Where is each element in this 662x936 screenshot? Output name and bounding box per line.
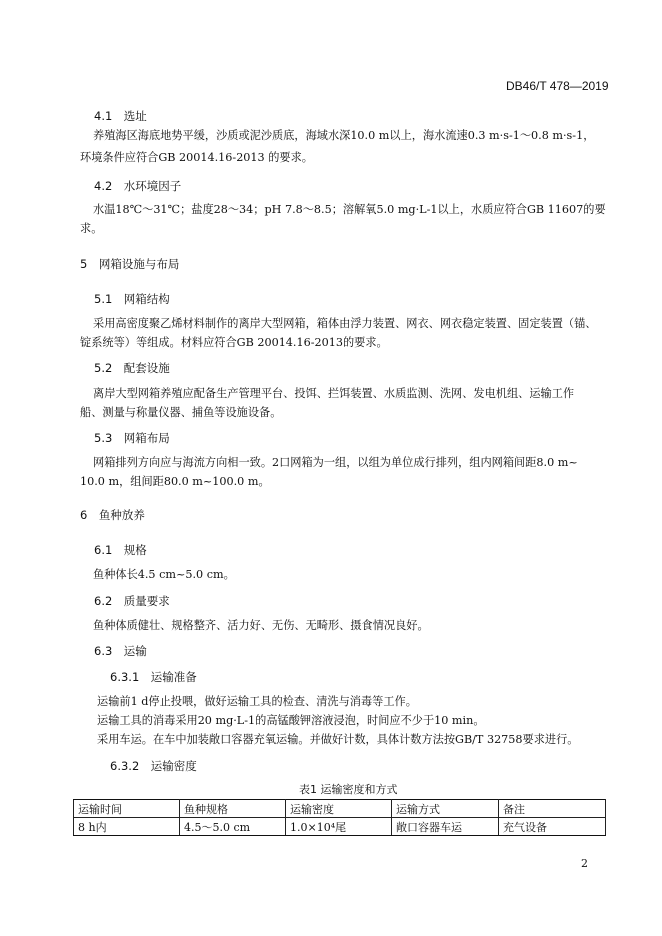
section-6-1-heading: 6.1 规格 bbox=[94, 543, 147, 557]
page-number: 2 bbox=[581, 857, 588, 870]
table-cell: 充气设备 bbox=[499, 818, 606, 836]
table-cell: 8 h内 bbox=[74, 818, 180, 836]
table-row bbox=[74, 818, 606, 836]
section-6-2-heading: 6.2 质量要求 bbox=[94, 594, 170, 608]
section-4-1-heading: 4.1 选址 bbox=[94, 109, 147, 123]
section-4-2-text-line1: 水温18℃～31℃；盐度28～34；pH 7.8～8.5；溶解氧5.0 mg·L-1以上，水质应符合GB 11607的要 bbox=[93, 203, 606, 216]
table-header-row bbox=[74, 800, 606, 818]
section-6-3-heading: 6.3 运输 bbox=[94, 644, 147, 658]
section-6-heading: 6 鱼种放养 bbox=[80, 508, 145, 522]
table-cell: 4.5～5.0 cm bbox=[180, 818, 286, 836]
section-6-2-text: 鱼种体质健壮、规格整齐、活力好、无伤、无畸形、摄食情况良好。 bbox=[93, 619, 429, 632]
section-4-2-heading: 4.2 水环境因子 bbox=[94, 179, 182, 193]
document-code: DB46/T 478—2019 bbox=[506, 79, 609, 93]
section-5-heading: 5 网箱设施与布局 bbox=[80, 257, 180, 271]
table-header-cell: 运输方式 bbox=[392, 800, 499, 818]
section-5-1-heading: 5.1 网箱结构 bbox=[94, 292, 170, 306]
section-6-3-2-heading: 6.3.2 运输密度 bbox=[110, 759, 197, 773]
section-6-1-text: 鱼种体长4.5 cm~5.0 cm。 bbox=[93, 568, 235, 581]
table-header-cell: 鱼种规格 bbox=[180, 800, 286, 818]
section-6-3-1-heading: 6.3.1 运输准备 bbox=[110, 670, 197, 684]
section-4-1-text-line2: 环境条件应符合GB 20014.16-2013 的要求。 bbox=[80, 151, 313, 164]
table-header-cell: 运输时间 bbox=[74, 800, 180, 818]
table-cell: 1.0×10⁴尾 bbox=[286, 818, 392, 836]
table-cell: 敞口容器车运 bbox=[392, 818, 499, 836]
section-5-2-text-line1: 离岸大型网箱养殖应配备生产管理平台、投饵、拦饵装置、水质监测、洗网、发电机组、运输工作 bbox=[93, 387, 575, 400]
section-4-2-text-line2: 求。 bbox=[80, 222, 103, 235]
transport-density-table bbox=[73, 799, 606, 836]
section-4-1-text-line1: 养殖海区海底地势平缓，沙质或泥沙质底，海域水深10.0 m以上，海水流速0.3 m·s-1～0.8 m·s-1， bbox=[93, 129, 595, 142]
section-5-1-text-line1: 采用高密度聚乙烯材料制作的离岸大型网箱，箱体由浮力装置、网衣、网衣稳定装置、固定装置（锚、 bbox=[93, 317, 597, 330]
section-5-2-text-line2: 船、测量与称量仪器、捕鱼等设施设备。 bbox=[80, 406, 282, 419]
section-6-3-1-text-line1: 运输前1 d停止投喂，做好运输工具的检查、清洗与消毒等工作。 bbox=[97, 695, 417, 708]
table-header-cell: 运输密度 bbox=[286, 800, 392, 818]
table-caption: 表1 运输密度和方式 bbox=[299, 783, 398, 796]
section-5-1-text-line2: 锭系统等）等组成。材料应符合GB 20014.16-2013的要求。 bbox=[80, 336, 388, 349]
section-6-3-1-text-line2: 运输工具的消毒采用20 mg·L-1的高锰酸钾溶液浸泡，时间应不少于10 min。 bbox=[97, 714, 485, 727]
section-5-2-heading: 5.2 配套设施 bbox=[94, 361, 170, 375]
section-5-3-text-line1: 网箱排列方向应与海流方向相一致。2口网箱为一组，以组为单位成行排列，组内网箱间距8.0 m~ bbox=[93, 456, 578, 469]
section-5-3-text-line2: 10.0 m，组间距80.0 m~100.0 m。 bbox=[80, 475, 270, 488]
section-6-3-1-text-line3: 采用车运。在车中加装敞口容器充氧运输。并做好计数，具体计数方法按GB/T 32758要求进行。 bbox=[97, 733, 579, 746]
table-header-cell: 备注 bbox=[499, 800, 606, 818]
section-5-3-heading: 5.3 网箱布局 bbox=[94, 431, 170, 445]
